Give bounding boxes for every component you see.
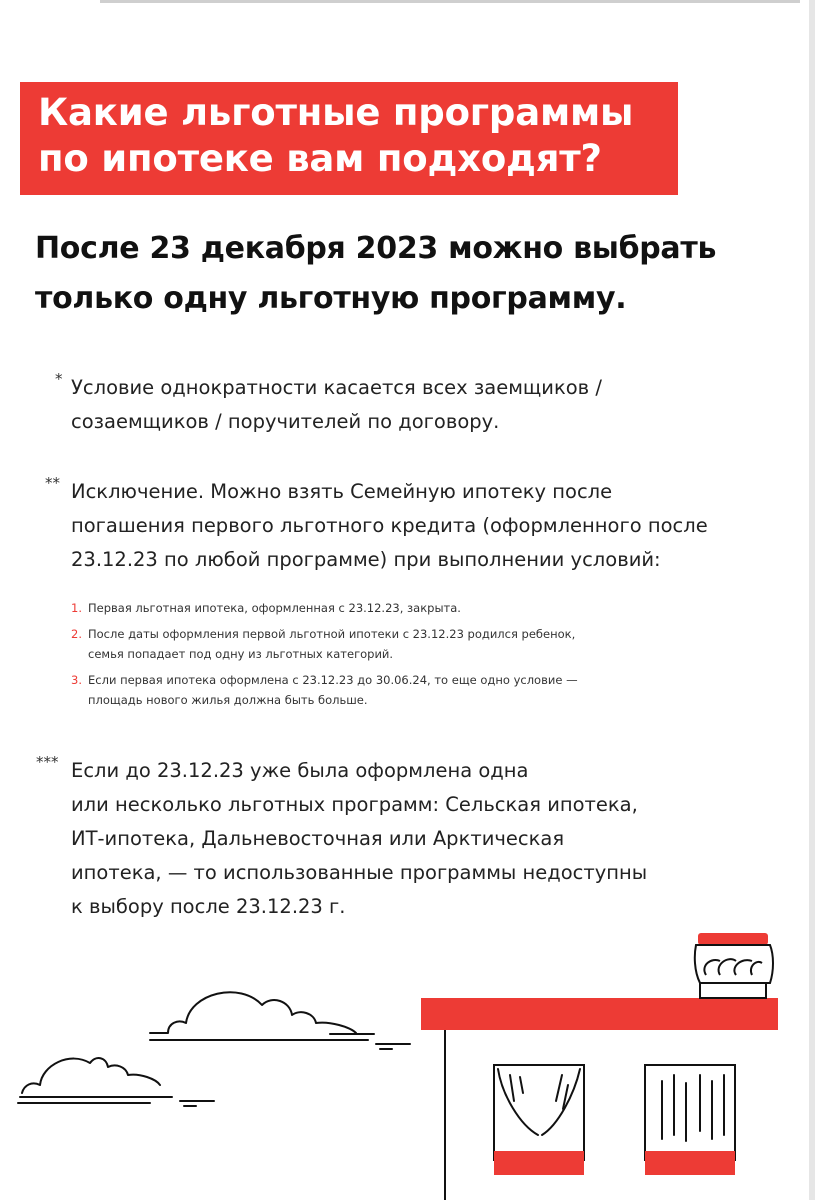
condition-text: семья попадает под одну из льготных категорий. (88, 647, 394, 661)
right-border (809, 0, 815, 1200)
footnote-3-line: к выбору после 23.12.23 г. (71, 895, 346, 918)
condition-item (71, 624, 578, 664)
condition-text: Первая льготная ипотека, оформленная с 23.12.23, закрыта. (88, 601, 461, 615)
banner-title-line-2: по ипотеке вам подходят? (38, 137, 602, 180)
footnote-2-line: погашения первого льготного кредита (оформленного после (71, 514, 708, 537)
footnote-marker-3: *** (36, 753, 59, 771)
footnote-3-line: Если до 23.12.23 уже была оформлена одна (71, 759, 529, 782)
cloud-icon (18, 1058, 214, 1106)
footnote-2-line: Исключение. Можно взять Семейную ипотеку после (71, 480, 613, 503)
condition-item (71, 670, 578, 710)
condition-number: 3. (71, 673, 82, 687)
condition-text: площадь нового жилья должна быть больше. (88, 693, 368, 707)
house-illustration (0, 925, 809, 1200)
footnote-2-line: 23.12.23 по любой программе) при выполнении условий: (71, 548, 661, 571)
chimney-icon (695, 933, 773, 998)
banner-title-line-1: Какие льготные программы (38, 91, 634, 134)
condition-text: Если первая ипотека оформлена с 23.12.23 до 30.06.24, то еще одно условие — (88, 673, 578, 687)
window-icon (645, 1065, 735, 1175)
condition-item (71, 598, 578, 618)
condition-number: 2. (71, 627, 82, 641)
footnote-3-line: ИТ-ипотека, Дальневосточная или Арктическая (71, 827, 565, 850)
subheading-line-1: После 23 декабря 2023 можно выбрать (35, 231, 717, 266)
condition-text: После даты оформления первой льготной ипотеки с 23.12.23 родился ребенок, (88, 627, 576, 641)
cloud-icon (150, 992, 410, 1049)
footnote-3-line: или несколько льготных программ: Сельская ипотека, (71, 793, 638, 816)
window-icon (494, 1065, 584, 1175)
footnote-marker-1: * (55, 370, 63, 388)
footnote-1-line: Условие однократности касается всех заемщиков / (71, 376, 602, 399)
footnote-3 (71, 754, 647, 924)
title-banner (20, 82, 678, 195)
house-icon (421, 933, 778, 1200)
footnote-3-line: ипотека, — то использованные программы недоступны (71, 861, 648, 884)
footnote-2 (71, 475, 708, 577)
footnote-1-line: созаемщиков / поручителей по договору. (71, 410, 500, 433)
subheading-line-2: только одну льготную программу. (35, 281, 627, 316)
conditions-list (71, 598, 578, 716)
condition-number: 1. (71, 601, 82, 615)
top-border (100, 0, 800, 3)
footnote-marker-2: ** (45, 474, 60, 492)
footnote-1 (71, 371, 602, 439)
